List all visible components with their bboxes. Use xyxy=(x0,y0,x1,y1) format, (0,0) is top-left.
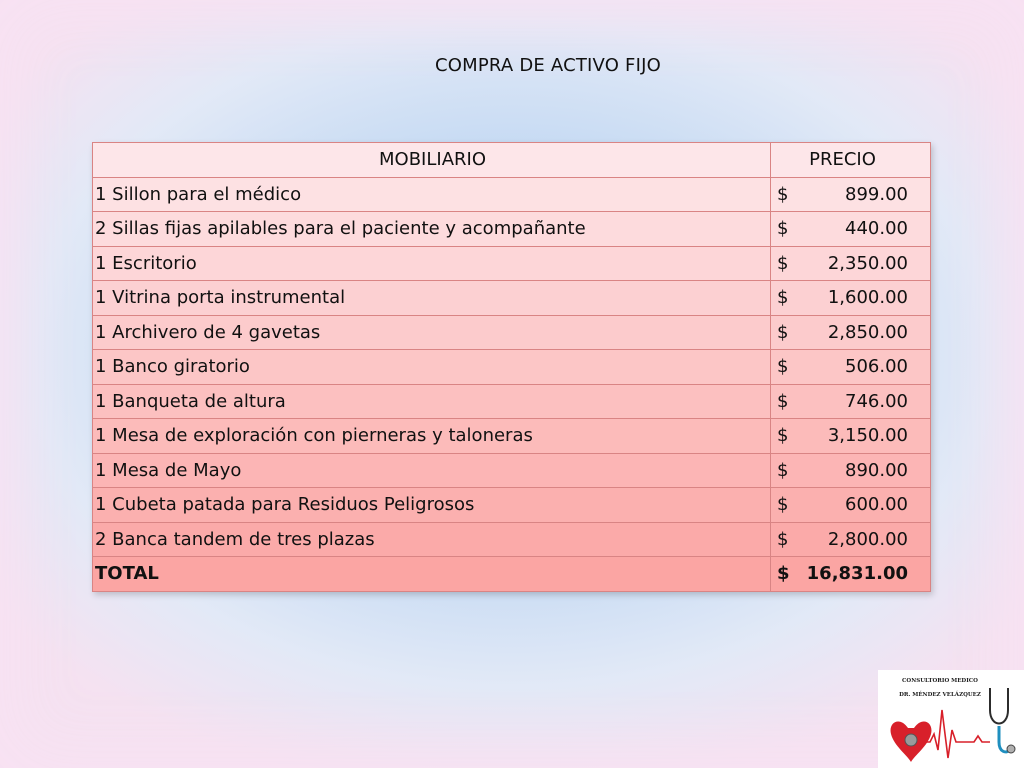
item-cell: 1 Mesa de exploración con pierneras y taloneras xyxy=(93,419,771,454)
price-value: 440.00 xyxy=(845,218,908,240)
table-row xyxy=(93,350,931,385)
price-value: 2,850.00 xyxy=(827,321,908,343)
table-row xyxy=(93,384,931,419)
price-cell xyxy=(771,419,931,454)
price-cell xyxy=(771,315,931,350)
table-row xyxy=(93,315,931,350)
table-row xyxy=(93,453,931,488)
item-cell: 2 Banca tandem de tres plazas xyxy=(93,522,771,557)
price-cell xyxy=(771,246,931,281)
item-cell: 1 Banqueta de altura xyxy=(93,384,771,419)
currency-symbol: $ xyxy=(777,459,789,481)
price-cell xyxy=(771,453,931,488)
price-cell xyxy=(771,384,931,419)
total-currency: $ xyxy=(777,563,790,585)
stethoscope-icon xyxy=(990,688,1015,753)
table-row xyxy=(93,177,931,212)
slide-title: COMPRA DE ACTIVO FIJO xyxy=(435,55,661,76)
clinic-logo xyxy=(878,670,1024,768)
item-cell: 1 Escritorio xyxy=(93,246,771,281)
total-cell xyxy=(771,557,931,592)
price-value: 3,150.00 xyxy=(827,425,908,447)
price-value: 746.00 xyxy=(845,390,908,412)
price-cell xyxy=(771,522,931,557)
table-row xyxy=(93,246,931,281)
price-value: 1,600.00 xyxy=(827,287,908,309)
currency-symbol: $ xyxy=(777,287,789,309)
table-header-row xyxy=(93,143,931,178)
currency-symbol: $ xyxy=(777,183,789,205)
table-row xyxy=(93,488,931,523)
currency-symbol: $ xyxy=(777,528,789,550)
currency-symbol: $ xyxy=(777,321,789,343)
item-cell: 1 Banco giratorio xyxy=(93,350,771,385)
item-cell: 1 Cubeta patada para Residuos Peligrosos xyxy=(93,488,771,523)
price-value: 890.00 xyxy=(845,459,908,481)
header-mobiliario: MOBILIARIO xyxy=(93,143,771,178)
total-row xyxy=(93,557,931,592)
currency-symbol: $ xyxy=(777,218,789,240)
item-cell: 1 Mesa de Mayo xyxy=(93,453,771,488)
price-cell xyxy=(771,281,931,316)
table-row xyxy=(93,419,931,454)
item-cell: 2 Sillas fijas apilables para el paciente y acompañante xyxy=(93,212,771,247)
price-cell xyxy=(771,488,931,523)
currency-symbol: $ xyxy=(777,356,789,378)
price-value: 600.00 xyxy=(845,494,908,516)
item-cell: 1 Archivero de 4 gavetas xyxy=(93,315,771,350)
table-row xyxy=(93,281,931,316)
asset-table xyxy=(92,142,931,592)
price-cell xyxy=(771,212,931,247)
total-value: 16,831.00 xyxy=(806,563,908,585)
table-row xyxy=(93,522,931,557)
price-value: 506.00 xyxy=(845,356,908,378)
currency-symbol: $ xyxy=(777,494,789,516)
price-value: 899.00 xyxy=(845,183,908,205)
item-cell: 1 Sillon para el médico xyxy=(93,177,771,212)
currency-symbol: $ xyxy=(777,252,789,274)
header-precio: PRECIO xyxy=(771,143,931,178)
currency-symbol: $ xyxy=(777,425,789,447)
currency-symbol: $ xyxy=(777,390,789,412)
total-label: TOTAL xyxy=(93,557,771,592)
logo-text-line1: CONSULTORIO MEDICO xyxy=(902,678,978,684)
item-cell: 1 Vitrina porta instrumental xyxy=(93,281,771,316)
logo-text-line2: DR. MÉNDEZ VELÁZQUEZ xyxy=(899,692,981,698)
price-cell xyxy=(771,350,931,385)
price-value: 2,350.00 xyxy=(827,252,908,274)
price-cell xyxy=(771,177,931,212)
table-row xyxy=(93,212,931,247)
price-value: 2,800.00 xyxy=(827,528,908,550)
